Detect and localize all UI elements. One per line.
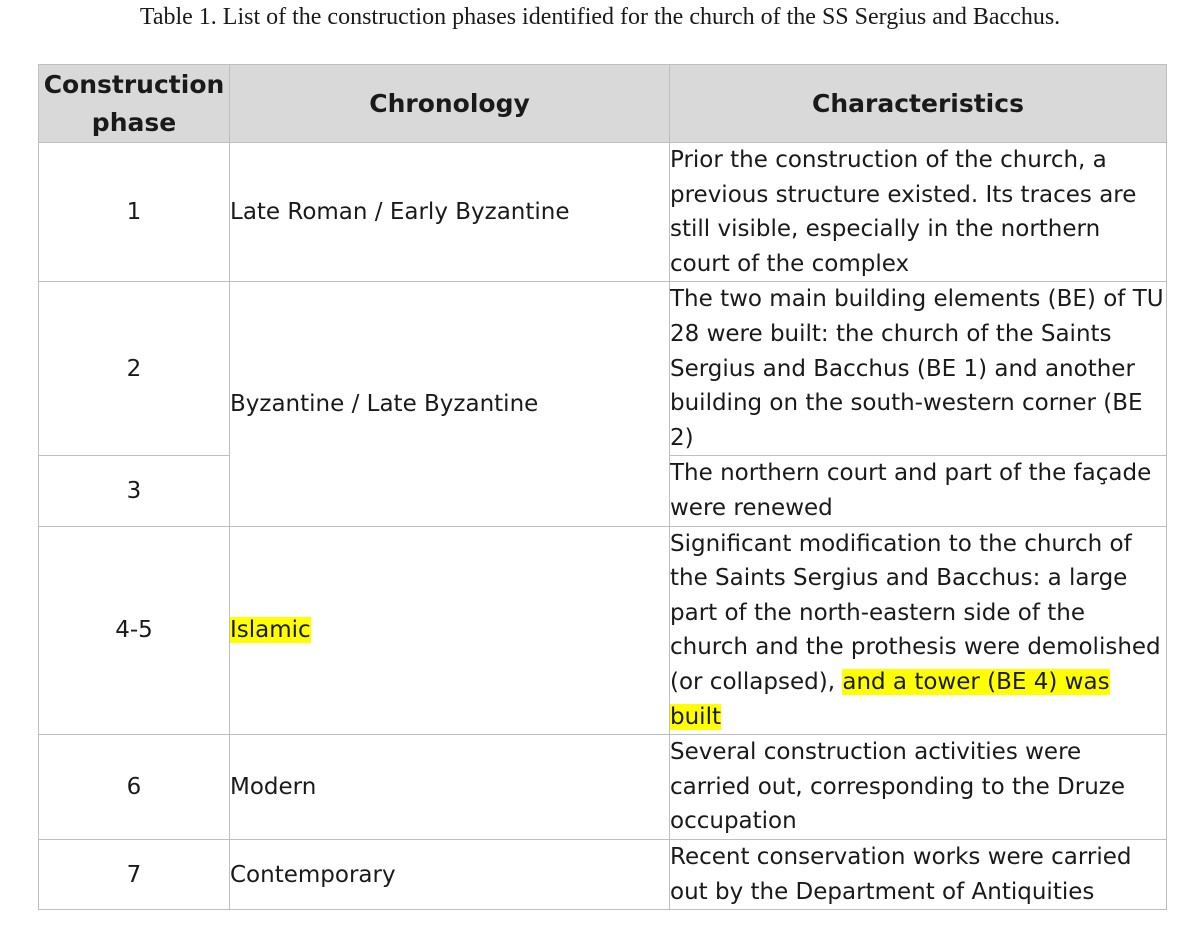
table-row (39, 735, 1167, 840)
table-row (39, 526, 1167, 735)
chronology-cell (230, 526, 670, 735)
header-construction-phase: Construction phase (39, 65, 230, 143)
phase-cell: 6 (39, 735, 230, 840)
characteristics-cell: The northern court and part of the façade were renewed (670, 456, 1167, 526)
table-row (39, 282, 1167, 456)
chronology-cell: Contemporary (230, 839, 670, 909)
chronology-cell: Byzantine / Late Byzantine (230, 282, 670, 526)
phase-cell: 3 (39, 456, 230, 526)
characteristics-cell: Significant modification to the church of the Saints Sergius and Bacchus: a large part of the north-eastern side of the church and the prothesis were demolished (or collapsed), and a tower (BE 4) was built (670, 526, 1167, 735)
chronology-cell: Late Roman / Early Byzantine (230, 143, 670, 282)
phase-cell: 1 (39, 143, 230, 282)
table-row (39, 143, 1167, 282)
table-row (39, 839, 1167, 909)
highlighted-text: and a tower (BE 4) was built (670, 668, 1110, 730)
header-chronology: Chronology (230, 65, 670, 143)
phase-cell: 4-5 (39, 526, 230, 735)
header-row (39, 65, 1167, 143)
highlighted-text: Islamic (230, 617, 311, 644)
characteristics-cell: Several construction activities were carried out, corresponding to the Druze occupation (670, 735, 1167, 840)
table-caption: Table 1. List of the construction phases identified for the church of the SS Sergius and Bacchus. (139, 4, 1061, 30)
header-characteristics: Characteristics (670, 65, 1167, 143)
characteristics-cell: Prior the construction of the church, a previous structure existed. Its traces are still visible, especially in the northern court of the complex (670, 143, 1167, 282)
phase-cell: 2 (39, 282, 230, 456)
characteristics-cell: The two main building elements (BE) of TU 28 were built: the church of the Saints Sergius and Bacchus (BE 1) and another building on the south-western corner (BE 2) (670, 282, 1167, 456)
chronology-cell: Modern (230, 735, 670, 840)
characteristics-cell: Recent conservation works were carried out by the Department of Antiquities (670, 839, 1167, 909)
construction-phases-table (38, 64, 1167, 910)
phase-cell: 7 (39, 839, 230, 909)
